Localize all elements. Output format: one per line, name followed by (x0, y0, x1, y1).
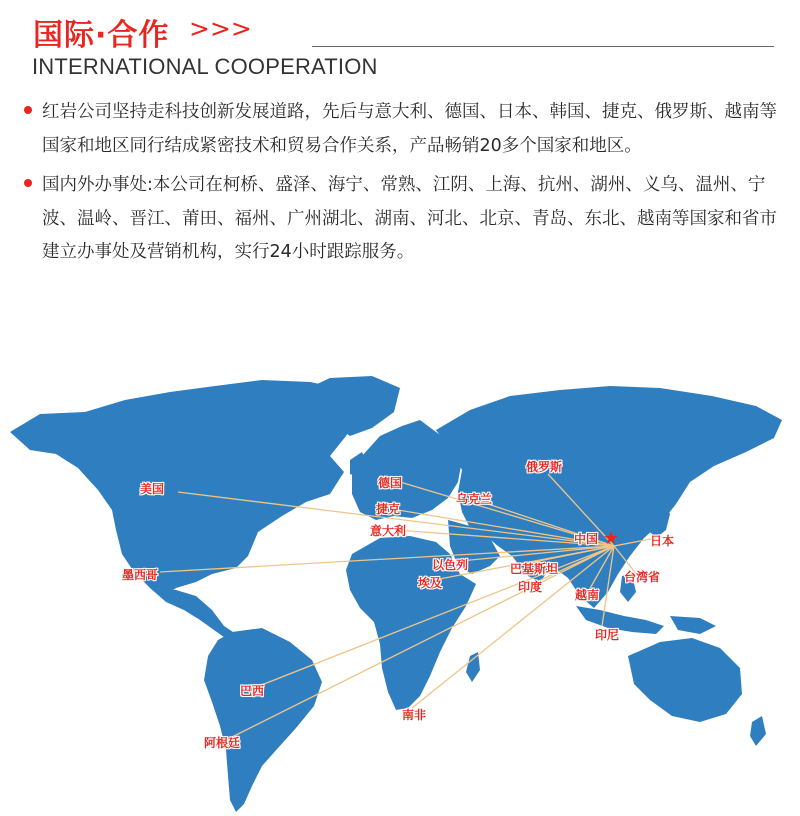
list-item (24, 169, 784, 270)
page-subtitle: INTERNATIONAL COOPERATION (32, 54, 378, 79)
label-usa: 美国 (140, 482, 165, 496)
bullet-list (24, 96, 784, 276)
label-indonesia: 印尼 (595, 628, 620, 642)
label-mexico: 墨西哥 (122, 568, 159, 582)
australia-shape (628, 638, 742, 722)
label-india: 印度 (518, 580, 543, 594)
central-america-shape (150, 588, 236, 640)
label-brazil: 巴西 (240, 684, 265, 698)
label-russia: 俄罗斯 (526, 460, 563, 474)
chevrons-decoration: >>> (189, 14, 252, 43)
label-czech: 捷克 (376, 502, 401, 516)
bullet-icon (24, 179, 32, 187)
cooperation-text: 红岩公司坚持走科技创新发展道路，先后与意大利、德国、日本、韩国、捷克、俄罗斯、越南等国家和地区同行结成紧密技术和贸易合作关系，产品畅销20多个国家和地区。 (42, 102, 777, 156)
new-zealand-shape (750, 716, 766, 746)
indonesia-shape (576, 606, 664, 634)
world-map-svg (0, 370, 800, 816)
landmasses (10, 376, 782, 812)
label-vietnam: 越南 (575, 588, 600, 602)
new-guinea-shape (670, 616, 716, 634)
offices-text: 国内外办事处:本公司在柯桥、盛泽、海宁、常熟、江阴、上海、抗州、湖州、义乌、温州、宁波、温岭、晋江、莆田、福州、广州湖北、湖南、河北、北京、青岛、东北、越南等国家和省市建立办事处及营销机构，实行24小时跟踪服务。 (42, 175, 777, 262)
label-israel: 以色列 (432, 558, 469, 572)
label-italy: 意大利 (370, 524, 407, 538)
list-item (24, 96, 784, 163)
label-germany: 德国 (378, 476, 403, 490)
world-map (0, 370, 800, 816)
label-pakistan: 巴基斯坦 (510, 562, 559, 576)
page-header (0, 0, 800, 90)
label-argentina: 阿根廷 (204, 736, 241, 750)
page-title: 国际·合作 (33, 18, 170, 53)
header-divider (312, 46, 774, 47)
bullet-icon (24, 106, 32, 114)
label-taiwan: 台湾省 (624, 570, 661, 584)
label-south-africa: 南非 (402, 708, 427, 722)
red-star-icon: ★ (603, 528, 620, 549)
label-japan: 日本 (650, 534, 675, 548)
label-china: 中国 (574, 532, 599, 546)
label-ukraine: 乌克兰 (456, 492, 493, 506)
south-america-shape (204, 628, 322, 812)
madagascar-shape (466, 652, 480, 682)
label-egypt: 埃及 (418, 576, 443, 590)
